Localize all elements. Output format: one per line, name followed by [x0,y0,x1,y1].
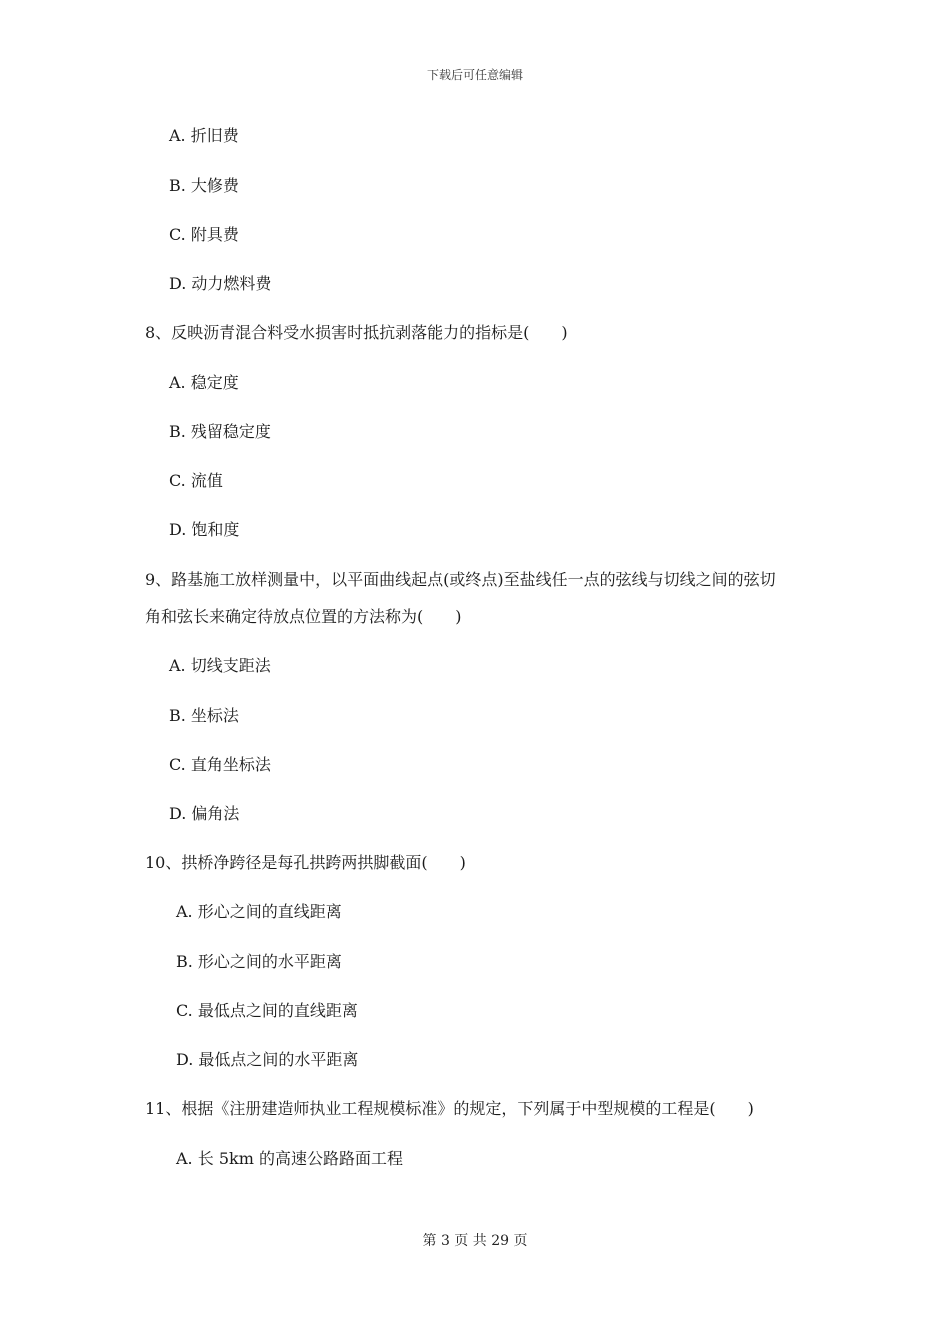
question-9-option-a: A. 切线支距法 [169,656,271,675]
option-c: C. 附具费 [169,225,239,244]
question-10-option-b: B. 形心之间的水平距离 [176,952,342,971]
question-10-option-d: D. 最低点之间的水平距离 [176,1050,359,1069]
question-9-stem-line2: 角和弦长来确定待放点位置的方法称为( ) [145,607,462,626]
question-10-option-c: C. 最低点之间的直线距离 [176,1001,358,1020]
question-11-option-a: A. 长 5km 的高速公路路面工程 [176,1149,403,1168]
question-9-option-d: D. 偏角法 [169,804,240,823]
option-a: A. 折旧费 [169,126,239,145]
question-9-option-b: B. 坐标法 [169,706,239,725]
page-header: 下载后可任意编辑 [426,68,523,82]
question-9-stem-line1: 9、路基施工放样测量中，以平面曲线起点(或终点)至盐线任一点的弦线与切线之间的弦切 [145,570,776,589]
question-10-option-a: A. 形心之间的直线距离 [176,902,342,921]
question-8-stem: 8、反映沥青混合料受水损害时抵抗剥落能力的指标是( ) [145,323,568,342]
question-10-stem: 10、拱桥净跨径是每孔拱跨两拱脚截面( ) [145,853,466,872]
option-b: B. 大修费 [169,176,239,195]
question-8-option-d: D. 饱和度 [169,520,240,539]
question-8-option-a: A. 稳定度 [169,373,239,392]
option-d: D. 动力燃料费 [169,274,272,293]
question-8-option-b: B. 残留稳定度 [169,422,271,441]
page-footer: 第 3 页 共 29 页 [422,1233,528,1249]
question-8-option-c: C. 流值 [169,471,223,490]
question-9-option-c: C. 直角坐标法 [169,755,271,774]
question-11-stem: 11、根据《注册建造师执业工程规模标准》的规定，下列属于中型规模的工程是( ) [145,1099,754,1118]
